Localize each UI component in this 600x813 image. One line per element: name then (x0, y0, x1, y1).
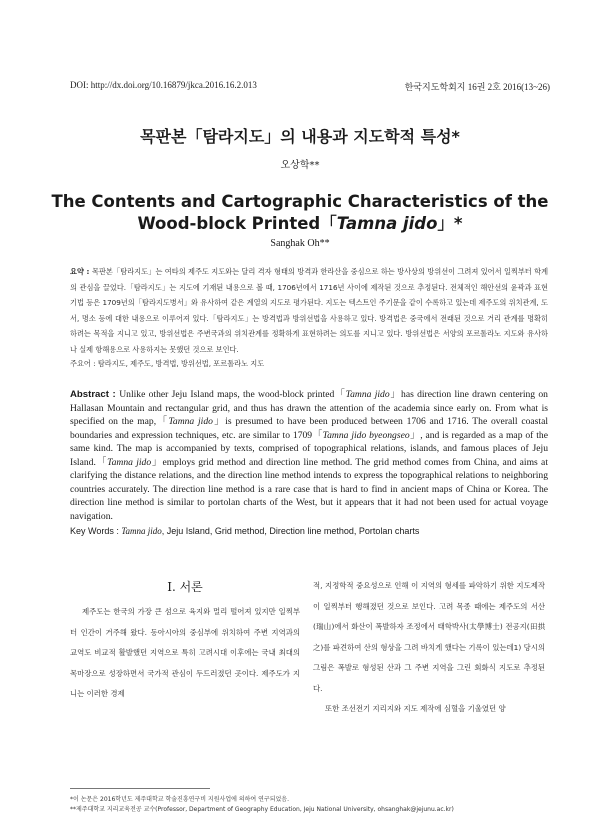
doi-link[interactable]: DOI: http://dx.doi.org/10.16879/jkca.2016.16.2.013 (70, 80, 257, 90)
english-author: Sanghak Oh** (270, 238, 330, 249)
footnote-author-affiliation: **제주대학교 지리교육전공 교수(Professor, Department of Geography Education, Jeju National University, ohsanghak@jejunu.ac.kr) (70, 806, 454, 813)
korean-abstract (70, 264, 548, 358)
english-title-map-name: Tamna jido (336, 214, 438, 233)
section-heading-introduction: I. 서론 (167, 580, 203, 594)
korean-abstract-label: 요약 : (70, 267, 93, 276)
running-header (70, 80, 550, 94)
korean-keywords: 주요어 : 탐라지도, 제주도, 방격법, 방위선법, 포르톨라노 지도 (70, 359, 265, 368)
korean-title: 목판본「탐라지도」의 내용과 지도학적 특성* (140, 127, 460, 146)
body-column-right (313, 576, 545, 720)
english-title-line-2: Wood-block Printed「Tamna jido」* (137, 214, 463, 233)
english-abstract: Abstract : Unlike other Jeju Island maps, the wood-block printed「Tamna jido」has direction line drawn centering on Hallasan Mountain and rectangular grid, and thus has drawn the attention of the academia since early on. From what is specified on the map,「Tamna jido」is presumed to have been produced between 1706 and 1716. The overall coastal boundaries and expression techniques, etc. are similar to 1709「Tamna jido byeongseo」, and is regarded as a map of the same kind. The map is accompanied by texts, comprised of topographical relations, islands, and famous places of Jeju Island.「Tamna jido」employs grid method and direction line method. The grid method comes from China, and aims at clarifying the distance relations, and the direction line method intends to express the topographical relations to neighboring countries accurately. The direction line method is a rare case that is hard to find in ancient maps of China or Korea. The direction line method is similar to portolan charts of the West, but it appears that it had not been used for actual voyage navigation. (70, 389, 548, 522)
body-paragraph: 적, 지정학적 중요성으로 인해 이 지역의 형세를 파악하기 위한 지도제작이 일찍부터 행해졌던 것으로 보인다. 고려 목종 때에는 제주도의 서산(瑞山)에서 화산이 폭발하자 조정에서 태학박사(太學博士) 전공지(田拱之)를 파견하여 산의 형상을 그려 바치게 했다는 기록이 있는데1) 당시의 그림은 폭발로 형성된 산과 그 주변 지역을 그린 회화식 지도로 추정된다. (313, 581, 545, 693)
footnote-funding: *이 논문은 2016학년도 제주대학교 학술진흥연구비 지원사업에 의하여 연구되었음. (70, 796, 290, 803)
english-title (40, 191, 560, 235)
body-column-left (70, 602, 300, 705)
body-paragraph: 또한 조선전기 지리지와 지도 제작에 심혈을 기울였던 양 (325, 704, 506, 713)
korean-author: 오상학** (280, 160, 320, 171)
footnote-divider (70, 788, 210, 789)
english-keywords: Key Words : Tamna jido, Jeju Island, Grid method, Direction line method, Portolan charts (70, 526, 420, 536)
korean-abstract-text: 목판본「탐라지도」는 여타의 제주도 지도와는 달리 격자 형태의 방격과 한라산을 중심으로 하는 방사상의 방위선이 그려져 있어서 일찍부터 학계의 관심을 끌었다.「탐라지도」는 지도에 기재된 내용으로 볼 때, 1706년에서 1716년 사이에 제작된 것으로 추정된다. 전체적인 해안선의 윤곽과 표현 기법 등은 1709년의「탐라지도병서」와 유사하여 같은 계열의 지도로 평가된다. 지도는 텍스트인 주기문을 같이 수록하고 있는데 제주도의 위치관계, 도서, 명소 등에 대한 내용으로 이루어져 있다.「탐라지도」는 방격법과 방위선법을 사용하고 있다. 방격법은 중국에서 전래된 것으로 거리 관계를 명확히 하려는 목적을 지니고 있고, 방위선법은 주변국과의 위치관계를 정확하게 표현하려는 의도를 지니고 있다. 방위선법은 서양의 포르톨라노 지도와 유사하나 실제 항해용으로 사용하지는 못했던 것으로 보인다. (70, 267, 549, 354)
journal-info: 한국지도학회지 16권 2호 2016(13~26) (404, 82, 550, 92)
english-title-line-1: The Contents and Cartographic Characteristics of the (51, 192, 549, 211)
english-abstract-label: Abstract : (70, 389, 120, 400)
body-paragraph: 제주도는 한국의 가장 큰 섬으로 육지와 멀리 떨어져 있지만 일찍부터 인간이 거주해 왔다. 동아시아의 중심부에 위치하여 주변 지역과의 교역도 비교적 활발했던 지역으로 특히 고려시대 이후에는 국내 최대의 목마장으로 성장하면서 국가적 관심이 두드러졌던 곳이다. 제주도가 지니는 이러한 경제 (70, 607, 300, 698)
